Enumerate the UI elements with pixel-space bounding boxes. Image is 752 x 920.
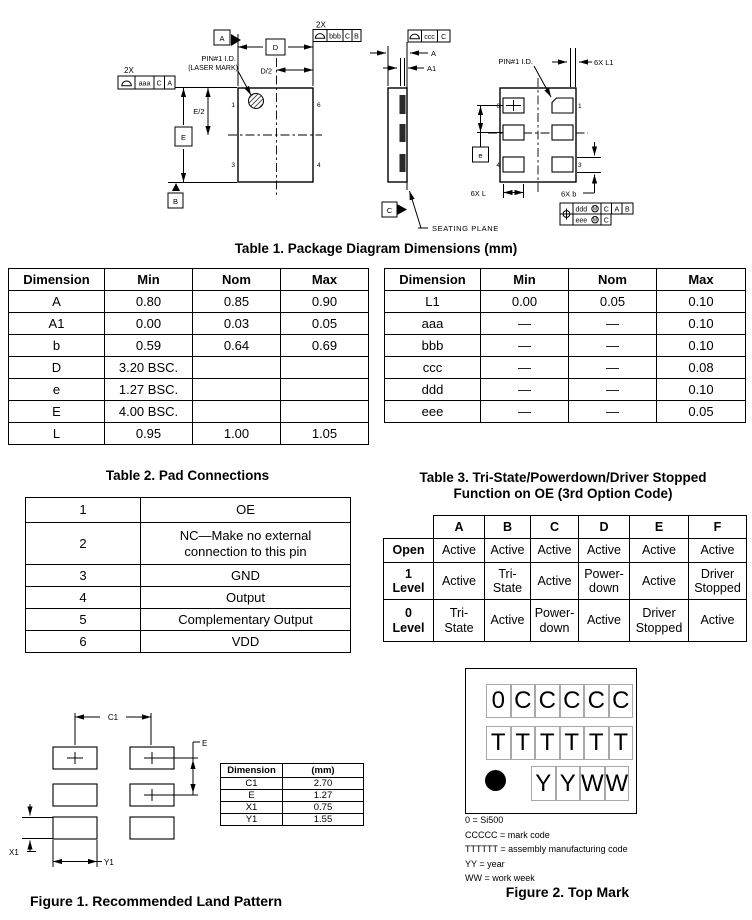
- table-row: X1 0.75: [221, 802, 364, 814]
- col-header: Min: [481, 269, 569, 291]
- table3-corner-mask: [380, 512, 384, 538]
- svg-text:C: C: [386, 206, 393, 215]
- svg-text:A: A: [614, 206, 620, 214]
- dim-l-label: 6X L: [470, 189, 486, 198]
- mark-char-cell: C: [584, 684, 609, 718]
- table-row: D 3.20 BSC.: [9, 357, 369, 379]
- land-pattern-drawing: [0, 690, 230, 875]
- svg-text:ddd: ddd: [575, 206, 588, 214]
- col-header: D: [579, 516, 630, 539]
- svg-text:M: M: [592, 206, 598, 213]
- svg-text:B: B: [172, 197, 179, 206]
- mark-char-cell: Y: [531, 766, 556, 801]
- table-row: Open Active Active Active Active Active Active: [384, 539, 747, 563]
- dim-b-label: 6X b: [561, 189, 577, 199]
- pin-number: 4: [317, 162, 321, 169]
- col-header: Dimension: [221, 764, 283, 778]
- dim-e-label: E: [180, 133, 187, 142]
- col-header: Nom: [193, 269, 281, 291]
- dim-y1-label: Y1: [104, 858, 114, 867]
- fcf-aaa: [118, 66, 175, 89]
- land-pattern-table: [220, 763, 364, 826]
- table3: [383, 515, 747, 642]
- table-header-row: [385, 269, 746, 291]
- legend-line: 0 = Si500: [465, 815, 504, 825]
- svg-text:C: C: [603, 217, 609, 225]
- svg-text:eee: eee: [575, 217, 588, 225]
- table-row: bbb — — 0.10: [385, 335, 746, 357]
- table3-title-line1: Table 3. Tri-State/Powerdown/Driver Stopped: [419, 470, 707, 485]
- table-row: ddd — — 0.10: [385, 379, 746, 401]
- corner-cell: [384, 516, 434, 539]
- table-row: 1 OE: [26, 498, 351, 523]
- table-row: b 0.59 0.64 0.69: [9, 335, 369, 357]
- package-side-view: [370, 30, 499, 233]
- dim-c1-label: C1: [107, 713, 119, 722]
- table1-title: Table 1. Package Diagram Dimensions (mm): [234, 241, 518, 256]
- table-row: A1 0.00 0.03 0.05: [9, 313, 369, 335]
- fcf-ddd-eee: [560, 203, 633, 225]
- pin1-id-label: PIN#1 I.D.: [498, 57, 533, 66]
- svg-text:B: B: [354, 33, 359, 41]
- mark-char-cell: T: [609, 726, 634, 760]
- svg-text:A: A: [167, 80, 173, 88]
- top-mark-legend: [465, 813, 628, 886]
- legend-line: YY = year: [465, 858, 505, 869]
- col-header: C: [531, 516, 579, 539]
- mark-char-cell: T: [535, 726, 560, 760]
- table-row: 3 GND: [26, 565, 351, 587]
- col-header: A: [434, 516, 485, 539]
- fcf-bbb: [313, 21, 361, 42]
- svg-text:C: C: [441, 33, 447, 41]
- mark-row-1: [486, 684, 633, 718]
- datum-a-flag: [214, 30, 241, 46]
- svg-text:C: C: [603, 206, 609, 214]
- table-row: L1 0.00 0.05 0.10: [385, 291, 746, 313]
- package-top-view: [118, 21, 361, 209]
- dim-e-label: E: [202, 739, 208, 748]
- table-row: A 0.80 0.85 0.90: [9, 291, 369, 313]
- pin-number: 3: [578, 162, 582, 169]
- table3-title: [378, 470, 748, 502]
- datum-b-flag: [168, 183, 183, 208]
- mark-char-cell: C: [560, 684, 585, 718]
- col-header: B: [485, 516, 531, 539]
- mark-char-cell: T: [584, 726, 609, 760]
- table-header-row: [9, 269, 369, 291]
- table-row: ccc — — 0.08: [385, 357, 746, 379]
- table-row: 1 Level Active Tri-State Active Power-down Active Driver Stopped: [384, 563, 747, 600]
- dim-x1-label: X1: [9, 848, 19, 857]
- legend-line: CCCCC = mark code: [465, 829, 550, 840]
- col-header: E: [630, 516, 689, 539]
- table3-title-line2: Function on OE (3rd Option Code): [453, 486, 673, 501]
- table2: [25, 497, 351, 653]
- svg-text:C: C: [344, 33, 351, 41]
- figure2-caption: Figure 2. Top Mark: [505, 884, 630, 900]
- pin-number: 1: [578, 103, 582, 110]
- table-row: 2 NC—Make no external connection to this pin: [26, 523, 351, 565]
- table-row: C1 2.70: [221, 778, 364, 790]
- col-header: F: [689, 516, 747, 539]
- laser-mark-label: (LASER MARK): [188, 65, 238, 72]
- table3-corner-mask: [380, 512, 433, 516]
- mark-char-cell: T: [486, 726, 511, 760]
- pin-number: 4: [496, 162, 500, 169]
- svg-text:2X: 2X: [124, 66, 134, 75]
- col-header: Dimension: [9, 269, 105, 291]
- pin1-dot-icon: [485, 770, 506, 791]
- col-header: Dimension: [385, 269, 481, 291]
- table1-left: [8, 268, 369, 445]
- svg-text:M: M: [592, 217, 598, 224]
- mark-char-cell: T: [511, 726, 536, 760]
- dim-e2-label: E/2: [193, 107, 205, 116]
- col-header: Max: [657, 269, 746, 291]
- mark-char-cell: 0: [486, 684, 511, 718]
- legend-line: TTTTTT = assembly manufacturing code: [465, 844, 628, 854]
- svg-text:C: C: [156, 80, 162, 88]
- package-bottom-view: [471, 48, 633, 225]
- mark-char-cell: W: [580, 766, 605, 801]
- svg-text:B: B: [624, 206, 630, 214]
- mark-char-cell: W: [605, 766, 630, 801]
- pin1-id-label: PIN#1 I.D.: [201, 54, 236, 63]
- fcf-ccc: [408, 30, 450, 42]
- table1-right: [384, 268, 746, 423]
- table-row: 0 Level Tri-State Active Power-down Active Driver Stopped Active: [384, 600, 747, 642]
- table-row: Y1 1.55: [221, 814, 364, 826]
- seating-plane-label: SEATING PLANE: [432, 224, 499, 233]
- pin-number: 1: [231, 102, 235, 109]
- dim-d-label: D: [272, 43, 279, 52]
- table-header-row: [221, 764, 364, 778]
- dim-l1-label: 6X L1: [594, 58, 614, 67]
- col-header: Nom: [569, 269, 657, 291]
- table2-title: Table 2. Pad Connections: [105, 468, 270, 483]
- mark-char-cell: C: [511, 684, 536, 718]
- pin1-pad: [552, 98, 573, 113]
- table-row: E 1.27: [221, 790, 364, 802]
- pin-number: 3: [231, 162, 235, 169]
- table-row: e 1.27 BSC.: [9, 379, 369, 401]
- legend-line: WW = work week: [465, 873, 535, 883]
- dim-a-label: A: [431, 49, 437, 58]
- top-mark-box: [465, 668, 637, 814]
- table-row: 5 Complementary Output: [26, 609, 351, 631]
- datum-c-flag: [382, 202, 407, 217]
- svg-text:A: A: [219, 34, 225, 43]
- package-drawing: [0, 0, 752, 240]
- svg-text:ccc: ccc: [424, 33, 435, 41]
- svg-text:bbb: bbb: [329, 33, 341, 41]
- table-row: aaa — — 0.10: [385, 313, 746, 335]
- mark-char-cell: T: [560, 726, 585, 760]
- pin-number: 6: [317, 102, 321, 109]
- mark-char-cell: C: [609, 684, 634, 718]
- mark-char-cell: C: [535, 684, 560, 718]
- dim-d2-label: D/2: [260, 66, 272, 76]
- dim-a1-label: A1: [427, 64, 437, 73]
- pin-number: 6: [496, 103, 500, 110]
- col-header: Min: [105, 269, 193, 291]
- table-row: eee — — 0.05: [385, 401, 746, 423]
- table-header-row: [384, 516, 747, 539]
- table-row: L 0.95 1.00 1.05: [9, 423, 369, 445]
- table-row: E 4.00 BSC.: [9, 401, 369, 423]
- mark-row-2: [486, 726, 633, 760]
- mark-char-cell: Y: [556, 766, 581, 801]
- figure1-caption: Figure 1. Recommended Land Pattern: [30, 893, 283, 909]
- dim-e-label: e: [478, 151, 483, 160]
- pin1-laser-mark-icon: [249, 94, 264, 109]
- col-header: (mm): [283, 764, 364, 778]
- svg-text:2X: 2X: [316, 20, 326, 30]
- svg-text:aaa: aaa: [138, 80, 151, 88]
- table-row: 6 VDD: [26, 631, 351, 653]
- table-row: 4 Output: [26, 587, 351, 609]
- mark-row-3: [531, 766, 629, 801]
- col-header: Max: [281, 269, 369, 291]
